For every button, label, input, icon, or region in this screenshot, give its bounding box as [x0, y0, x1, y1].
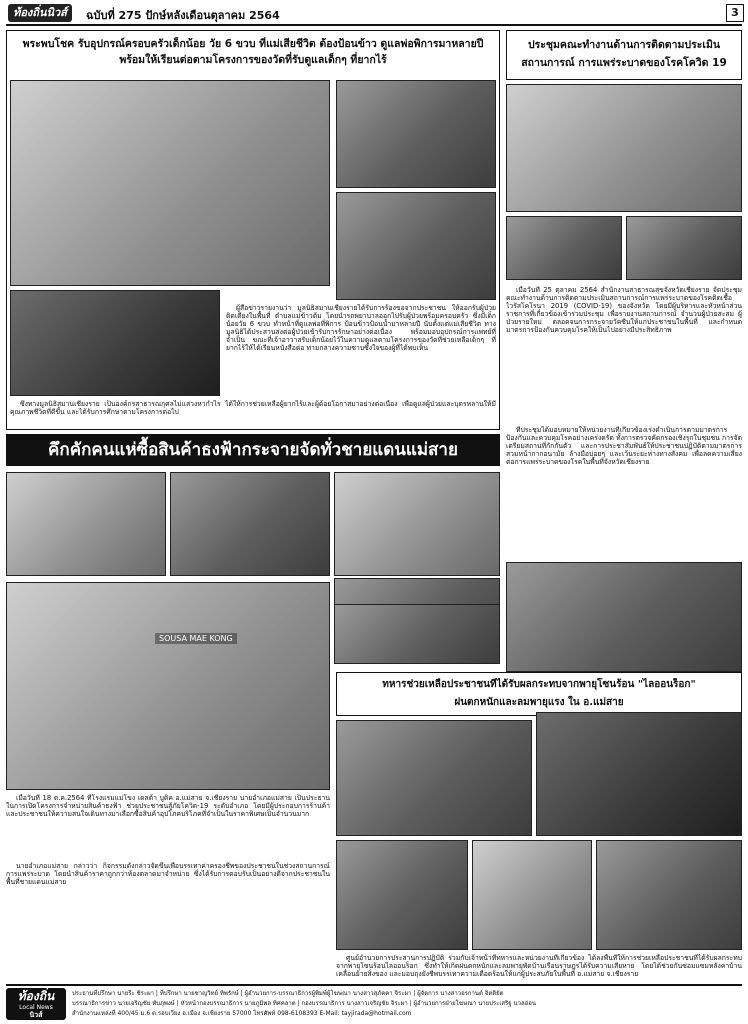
story2-photo-meeting-chair — [506, 84, 742, 212]
story1-photo-hospital-bed — [336, 80, 496, 188]
story1-photo-ceremony — [10, 80, 330, 286]
story3-headline: คึกคักคนแห่ซื้อสินค้าธงฟ้ากระจายจัดทั่วชายแดนแม่สาย — [6, 434, 500, 466]
story4-headline-line2: ฝนตกหนักและลมพายุแรง ใน อ.แม่สาย — [454, 697, 624, 708]
footer-logo-sub: Local News — [19, 1004, 53, 1011]
story4-body: ศูนย์อำนวยการประสานการปฏิบัติ ร่วมกับเจ้าหน้าที่ทหารและหน่วยงานที่เกี่ยวข้อง ได้ลงพื้นที่ให้การช่วยเหลือประชาชนที่ได้รับผลกระทบจากพายุโซนร้อนไลออนร็อก ซึ่งทำให้เกิดฝนตกหนักและลมพายุพัดบ้านเรือนราษฎรได้รับความเสียหาย โดยได้ช่วยกันซ่อมแซมหลังคาบ้าน เคลื่อนย้ายสิ่งของ และมอบถุงยังชีพบรรเทาความเดือดร้อนให้แก่ผู้ประสบภัยในพื้นที่ อ.แม่สาย จ.เชียงราย — [336, 954, 742, 979]
footer-credits — [72, 989, 742, 1019]
story3-photo-market-stall — [170, 472, 330, 576]
story1-photo-stretcher — [336, 192, 496, 300]
story3-photo-tents-2 — [334, 472, 500, 576]
story1-headline-line1: พระพบโชค รับอุปกรณ์ครอบครัวเด็กน้อย วัย 6 ขวบ ที่แม่เสียชีวิต ต้องป้อนข้าว ดูแลพ่อพิการมาหลายปี — [22, 38, 484, 50]
footer-line2: บรรณาธิการข่าว นายเจริญชัย ทับภุพงษ์ | หัวหน้ากองบรรณาธิการ นายภูมิพล ทิศคลาด | กองบรรณาธิการ นางสาวเจริญชัย จิระผา | ผู้อำนวยการฝ่ายโฆษณา นายประเสริฐ นวลอ่อน — [72, 1000, 536, 1007]
story4-photo-soldiers — [336, 840, 468, 950]
story3-photo-tents-1 — [6, 472, 166, 576]
story4-headline-line1: ทหารช่วยเหลือประชาชนที่ได้รับผลกระทบจากพายุโซนร้อน "ไลออนร็อก" — [382, 679, 696, 690]
story2-photo-meeting-room-1 — [506, 216, 622, 280]
story2-body: เมื่อวันที่ 25 ตุลาคม 2564 สำนักงานสาธารณสุขจังหวัดเชียงราย จัดประชุมคณะทำงานด้านการติดตามประเมินสถานการณ์การแพร่ระบาดของโรคติดเชื้อไวรัสโคโรนา 2019 (COVID-19) ของจังหวัด โดยมีผู้บริหารและหัวหน้าส่วนราชการที่เกี่ยวข้องเข้าร่วมประชุม เพื่อรายงานสถานการณ์ จำนวนผู้ป่วยสะสม ผู้ป่วยรายใหม่ ตลอดจนการกระจายวัคซีนให้แก่ประชาชนในพื้นที่ และกำหนดมาตรการป้องกันควบคุมโรคให้เป็นไปอย่างมีประสิทธิภาพ — [506, 286, 742, 335]
story2-photo-conference — [506, 562, 742, 672]
footer-logo — [6, 988, 66, 1020]
story1-photo-ambulance — [10, 290, 220, 396]
story4-photo-rooftop — [472, 840, 592, 950]
page-number: 3 — [726, 4, 744, 22]
issue-info: ฉบับที่ 275 ปักษ์หลังเดือนตุลาคม 2564 — [86, 9, 280, 22]
masthead-logo: ท้องถิ่นนิวส์ — [8, 4, 72, 22]
footer-logo-main: ท้องถิ่น — [17, 989, 55, 1003]
story1-body2: ซึ่งทางมูลนิธิสมานเชียงราย เป็นองค์กรสาธารณกุศลไม่แสวงหากำไร ได้ให้การช่วยเหลือผู้ยากไร้และผู้ด้อยโอกาสมาอย่างต่อเนื่อง เพื่อดูแลผู้ป่วยและบุตรหลานให้มีคุณภาพชีวิตที่ดีขึ้น และได้รับการศึกษาตามโครงการต่อไป — [10, 400, 496, 417]
story4-photo-roof-repair — [336, 720, 532, 836]
footer-line3: สำนักงานแหล่งที่ 400/45 ม.6 ต.รอบเวียง อ.เมือง จ.เชียงราย 57000 โทรศัพท์ 098-6108393 E-Mail: tayjirada@hotmail.com — [72, 1010, 412, 1017]
footer-line1: ประธานที่ปรึกษา นายรีะ ชิระผา | ที่ปรึกษา นายชาญวิทย์ ทิพรักษ์ | ผู้อำนวยการ-บรรณาธิการผู้พิมพ์ผู้โฆษณา นางสาวสุภัคคา จิระผา | ผู้จัดการ นางสาวอรกานต์ จิตติยัต — [72, 990, 504, 997]
footer-rule — [6, 984, 742, 986]
story3-photo-opening-ceremony — [6, 582, 330, 790]
story1-body: ผู้สื่อข่าวรายงานว่า มูลนิธิสมานเชียงรายได้รับการร้องขอจากประชาชน ให้ออกรับผู้ป่วยติดเตียงในพื้นที่ ตำบลแม่ข้าวต้ม โดยนำรถพยาบาลออกไปรับผู้ป่วยพร้อมครอบครัว ซึ่งมีเด็กน้อยวัย 6 ขวบ ทำหน้าที่ดูแลพ่อที่พิการ ป้อนข้าวป้อนน้ำมาหลายปี นับตั้งแต่แม่เสียชีวิต ทางมูลนิธิได้ประสานส่งต่อผู้ป่วยเข้ารับการรักษาอย่างต่อเนื่อง พร้อมมอบอุปกรณ์การแพทย์ที่จำเป็น ขณะที่เจ้าอาวาสรับเด็กน้อยไว้ในความดูแลตามโครงการของวัดที่ช่วยเหลือเด็กๆ ที่ยากไร้ให้ได้เรียนหนังสือต่อ ท่ามกลางความซาบซึ้งใจของผู้ที่ได้พบเห็น — [226, 304, 496, 353]
footer-logo-tail: นิวส์ — [29, 1011, 43, 1019]
story2-headline-line1: ประชุมคณะทำงานด้านการติดตามประเมิน — [527, 39, 721, 51]
story3-body: เมื่อวันที่ 18 ต.ค.2564 ที่โรงแรมแม่โขง เดลต้า บูติค อ.แม่สาย จ.เชียงราย นายอำเภอแม่สาย เป็นประธานในการเปิดโครงการจำหน่ายสินค้าธงฟ้า ช่วยประชาชนสู้ภัยโควิด-19 ระดับอำเภอ โดยมีผู้ประกอบการร้านค้าและประชาชนให้ความสนใจเดินทางมาเลือกซื้อสินค้าอุปโภคบริโภคที่จำเป็นในราคาพิเศษเป็นจำนวนมาก — [6, 794, 330, 819]
story3-photo-crowd-2 — [334, 604, 500, 664]
story2-headline-line2: สถานการณ์ การแพร่ระบาดของโรคโควิด 19 — [521, 57, 727, 69]
story4-photo-house-damage — [536, 712, 742, 836]
story2-body2: ที่ประชุมได้มอบหมายให้หน่วยงานที่เกี่ยวข้องเร่งดำเนินการตามมาตรการป้องกันและควบคุมโรคอย่างเคร่งครัด ทั้งการตรวจคัดกรองเชิงรุกในชุมชน การจัดเตรียมสถานที่กักกันตัว และการประชาสัมพันธ์ให้ประชาชนปฏิบัติตามมาตรการ สวมหน้ากากอนามัย ล้างมือบ่อยๆ และเว้นระยะห่างทางสังคม เพื่อลดความเสี่ยงต่อการแพร่ระบาดของโรคในพื้นที่จังหวัดเชียงราย — [506, 426, 742, 467]
story1-headline-line2: พร้อมให้เรียนต่อตามโครงการของวัดที่รับดูแลเด็กๆ ที่ยากไร้ — [119, 54, 387, 66]
header-rule — [6, 24, 742, 26]
story2-photo-meeting-room-2 — [626, 216, 742, 280]
story4-photo-fallen-tree — [596, 840, 742, 950]
story3-sign-text: SOUSA MAE KONG — [155, 633, 237, 644]
story3-body2: นายอำเภอแม่สาย กล่าวว่า กิจกรรมดังกล่าวจัดขึ้นเพื่อบรรเทาค่าครองชีพของประชาชนในช่วงสถานการณ์การแพร่ระบาด โดยนำสินค้าราคาถูกกว่าท้องตลาดมาจำหน่าย ซึ่งได้รับการตอบรับเป็นอย่างดีจากประชาชนในพื้นที่ชายแดนแม่สาย — [6, 862, 330, 887]
